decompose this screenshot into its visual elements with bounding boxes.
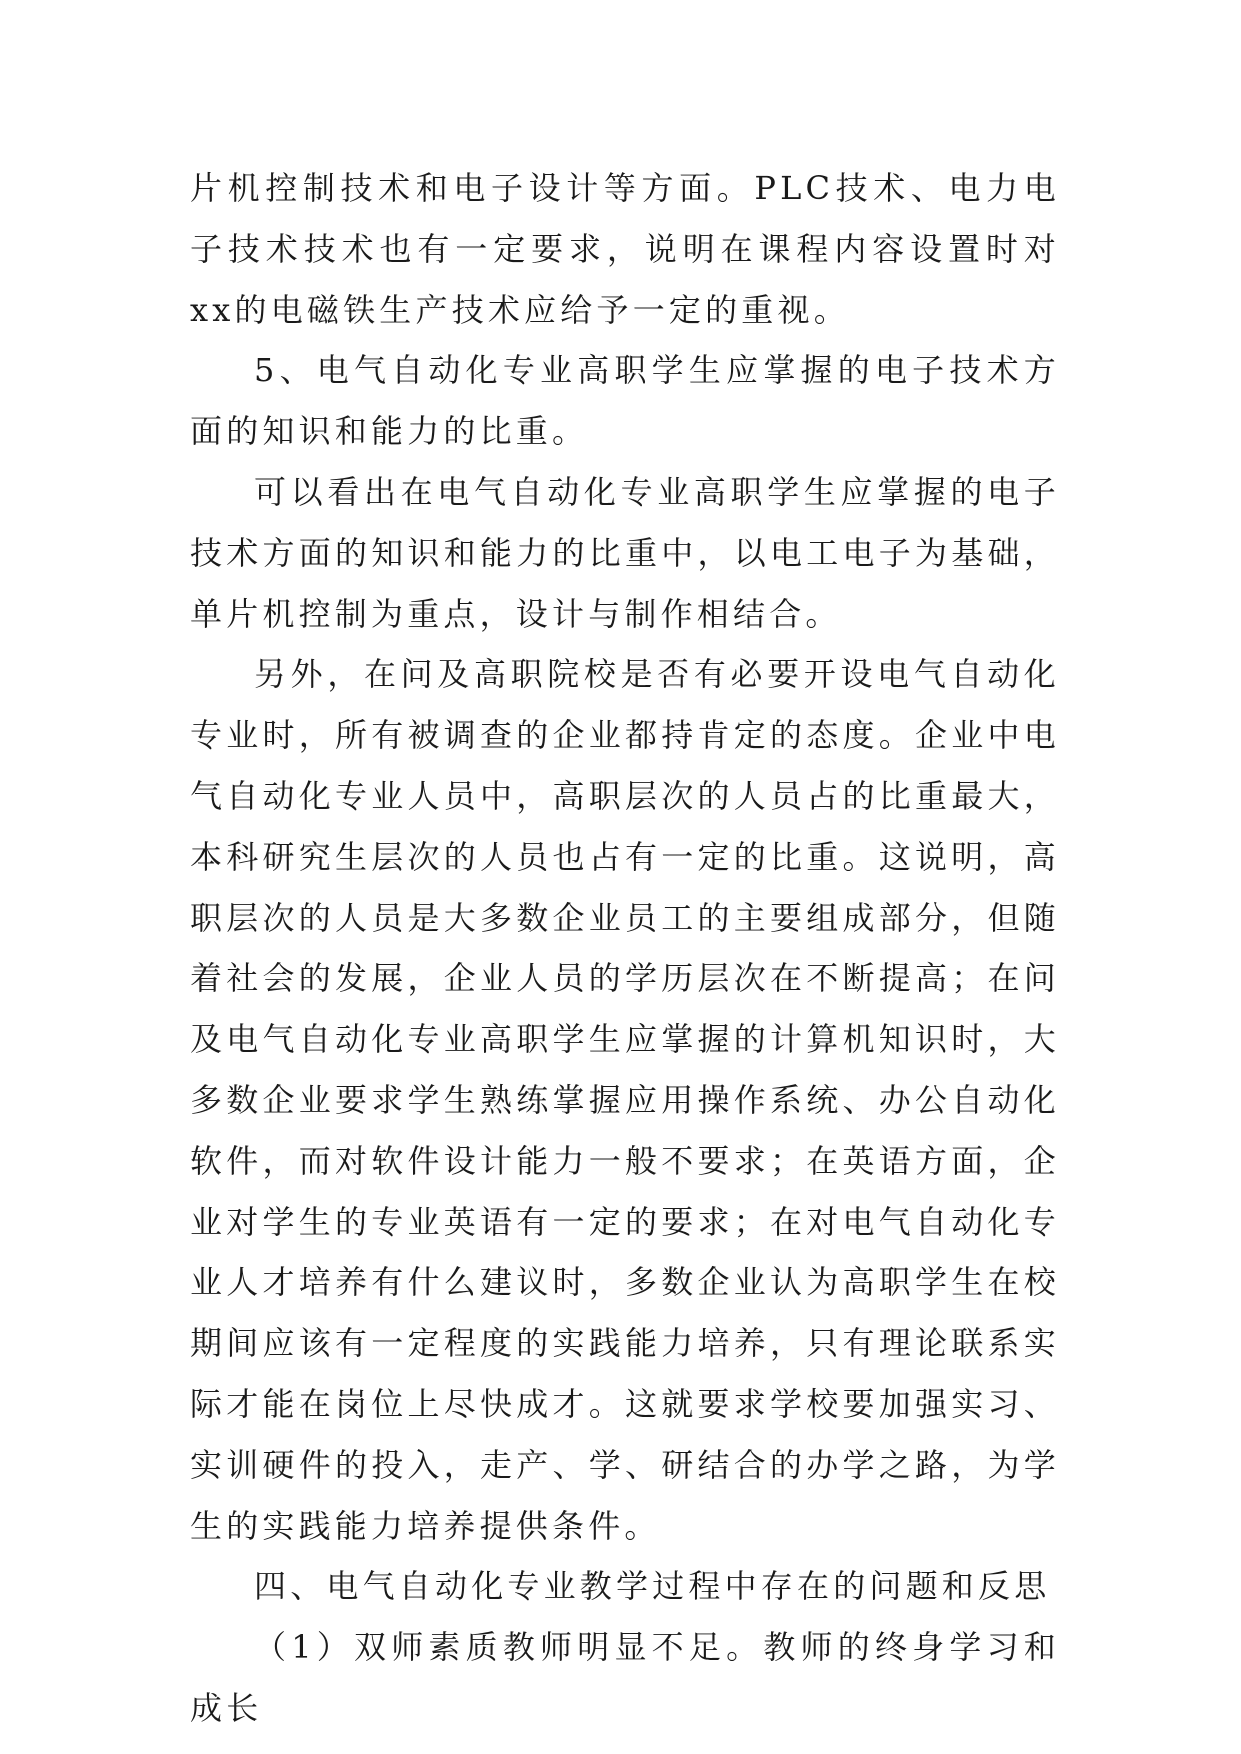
paragraph-item-5: 5、电气自动化专业高职学生应掌握的电子技术方面的知识和能力的比重。 [190, 351, 1060, 451]
paragraph-point-1: （1）双师素质教师明显不足。教师的终身学习和成长 [190, 1628, 1060, 1727]
paragraph-continuation: 片机控制技术和电子设计等方面。PLC技术、电力电子技术技术也有一定要求，说明在课程内容设置时对xx的电磁铁生产技术应给予一定的重视。 [190, 169, 1060, 329]
body-text [190, 158, 1060, 1739]
section-heading-problems: 四、电气自动化专业教学过程中存在的问题和反思 [254, 1567, 1051, 1606]
paragraph-electronics-weighting: 可以看出在电气自动化专业高职学生应掌握的电子技术方面的知识和能力的比重中，以电工电子为基础，单片机控制为重点，设计与制作相结合。 [190, 472, 1060, 633]
paragraph-survey-findings: 另外，在问及高职院校是否有必要开设电气自动化专业时，所有被调查的企业都持肯定的态度。企业中电气自动化专业人员中，高职层次的人员占的比重最大，本科研究生层次的人员也占有一定的比重。这说明，高职层次的人员是大多数企业员工的主要组成部分，但随着社会的发展，企业人员的学历层次在不断提高；在问及电气自动化专业高职学生应掌握的计算机知识时，大多数企业要求学生熟练掌握应用操作系统、办公自动化软件，而对软件设计能力一般不要求；在英语方面，企业对学生的专业英语有一定的要求；在对电气自动化专业人才培养有什么建议时，多数企业认为高职学生在校期间应该有一定程度的实践能力培养，只有理论联系实际才能在岗位上尽快成才。这就要求学校要加强实习、实训硬件的投入，走产、学、研结合的办学之路，为学生的实践能力培养提供条件。 [190, 655, 1060, 1545]
